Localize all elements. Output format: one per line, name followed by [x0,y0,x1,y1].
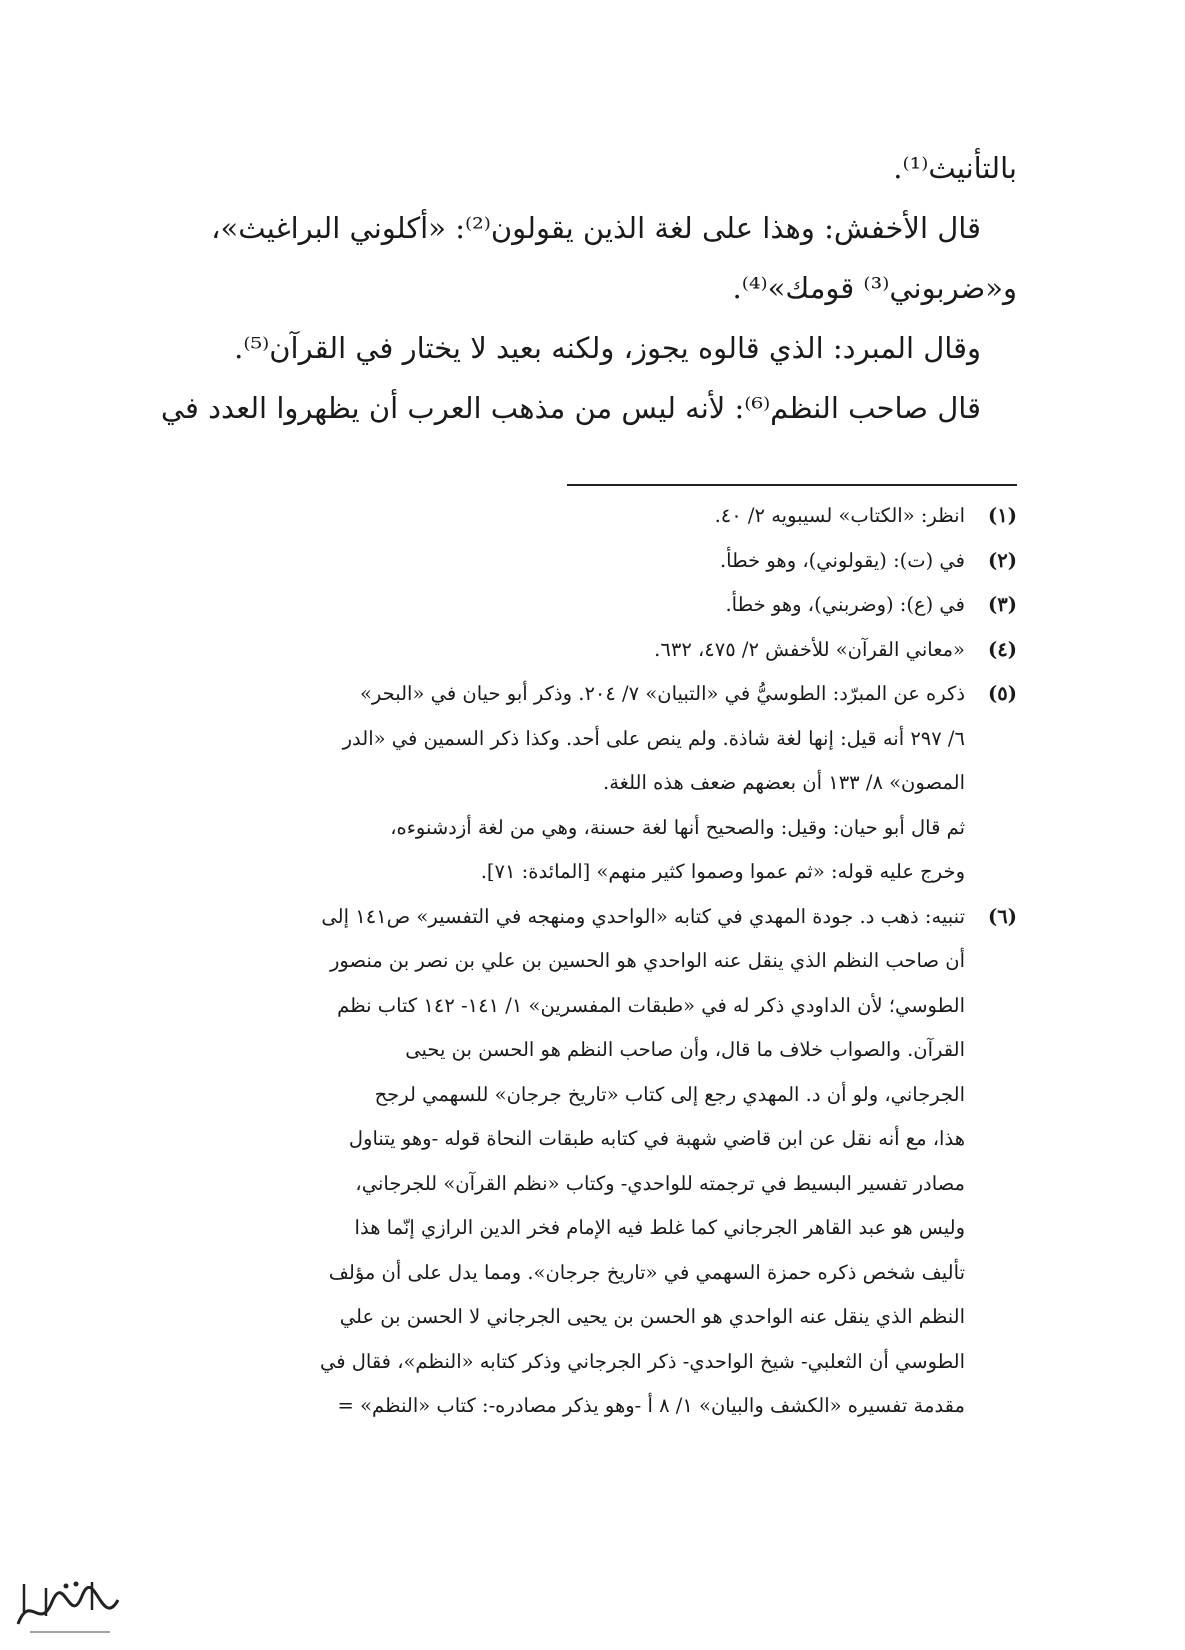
main-text-line: بالتأنيث⁽¹⁾. [893,151,1017,185]
footnote [162,494,1017,539]
footnote-number: (٤) [988,637,1017,661]
footnote-number: (٢) [988,548,1017,572]
footnote-line: وخرج عليه قوله: «ثم عموا وصموا كثير منهم» [المائدة: ٧١]. [480,860,965,883]
main-text-line: و«ضربوني⁽³⁾ قومك»⁽⁴⁾. [732,271,1017,305]
footnote-line: ثم قال أبو حيان: وقيل: والصحيح أنها لغة حسنة، وهي من لغة أزدشنوءه، [390,815,965,839]
footnote-line: مقدمة تفسيره «الكشف والبيان» ١/ ٨ أ -وهو يذكر مصادره-: كتاب «النظم» = [337,1394,965,1417]
footnote-line: وليس هو عبد القاهر الجرجاني كما غلط فيه الإمام فخر الدين الرازي إنّما هذا [354,1216,965,1239]
footnote-separator [567,484,1017,486]
footnote-line: الطوسي؛ لأن الداودي ذكر له في «طبقات المفسرين» ١/ ١٤١- ١٤٢ كتاب نظم [337,993,965,1017]
footnotes [162,494,1017,1429]
main-text-line: وقال المبرد: الذي قالوه يجوز، ولكنه بعيد لا يختار في القرآن⁽⁵⁾. [234,331,981,365]
footnote-line: ذكره عن المبرّد: الطوسيُّ في «التبيان» ٧/ ٢٠٤. وذكر أبو حيان في «البحر» [359,682,965,705]
footnote [162,583,1017,628]
footnote [162,539,1017,584]
footnote-line: «معاني القرآن» للأخفش ٢/ ٤٧٥، ٦٣٢. [654,637,965,661]
footnote-line: أن صاحب النظم الذي ينقل عنه الواحدي هو الحسين بن علي بن نصر بن منصور [329,949,965,972]
footnote-line: مصادر تفسير البسيط في ترجمته للواحدي- وكتاب «نظم القرآن» للجرجاني، [355,1171,965,1195]
footnote-line: ٦/ ٢٩٧ أنه قيل: إنها لغة شاذة. ولم ينص على أحد. وكذا ذكر السمين في «الدر [342,726,965,750]
library-logo-icon [10,1572,130,1642]
footnote-line: النظم الذي ينقل عنه الواحدي هو الحسن بن يحيى الجرجاني لا الحسن بن علي [339,1305,965,1328]
footnote-line: انظر: «الكتاب» لسيبويه ٢/ ٤٠. [714,504,965,527]
footnote [162,628,1017,673]
footnote-line: تأليف شخص ذكره حمزة السهمي في «تاريخ جرجان». ومما يدل على أن مؤلف [328,1260,965,1284]
main-text-line: قال الأخفش: وهذا على لغة الذين يقولون⁽²⁾: «أكلوني البراغيث»، [211,211,981,245]
footnote-number: (٦) [988,904,1017,928]
footnote-line: الطوسي أن الثعلبي- شيخ الواحدي- ذكر الجرجاني وذكر كتابه «النظم»، فقال في [319,1349,965,1373]
footnote-line: في (ت): (يقولوني)، وهو خطأ. [719,548,965,572]
footnote-number: (٥) [988,682,1017,705]
main-text-line: قال صاحب النظم⁽⁶⁾: لأنه ليس من مذهب العرب أن يظهروا العدد في [160,391,981,425]
footnote-line: في (ع): (وضربني)، وهو خطأ. [725,593,965,616]
main-text [162,138,1017,438]
footnote-line: هذا، مع أنه نقل عن ابن قاضي شهبة في كتابه طبقات النحاة قوله -وهو يتناول [348,1127,965,1150]
footnote [162,895,1017,1429]
footnote-line: القرآن. والصواب خلاف ما قال، وأن صاحب النظم هو الحسن بن يحيى [405,1038,965,1061]
footnote-number: (١) [988,504,1017,527]
footnote-line: الجرجاني، ولو أن د. المهدي رجع إلى كتاب «تاريخ جرجان» للسهمي لرجح [374,1082,965,1106]
footnote-line: المصون» ٨/ ١٣٣ أن بعضهم ضعف هذه اللغة. [603,771,965,794]
footnote [162,672,1017,895]
footnote-line: تنبيه: ذهب د. جودة المهدي في كتابه «الواحدي ومنهجه في التفسير» ص١٤١ إلى [321,904,965,928]
footnote-number: (٣) [988,593,1017,616]
